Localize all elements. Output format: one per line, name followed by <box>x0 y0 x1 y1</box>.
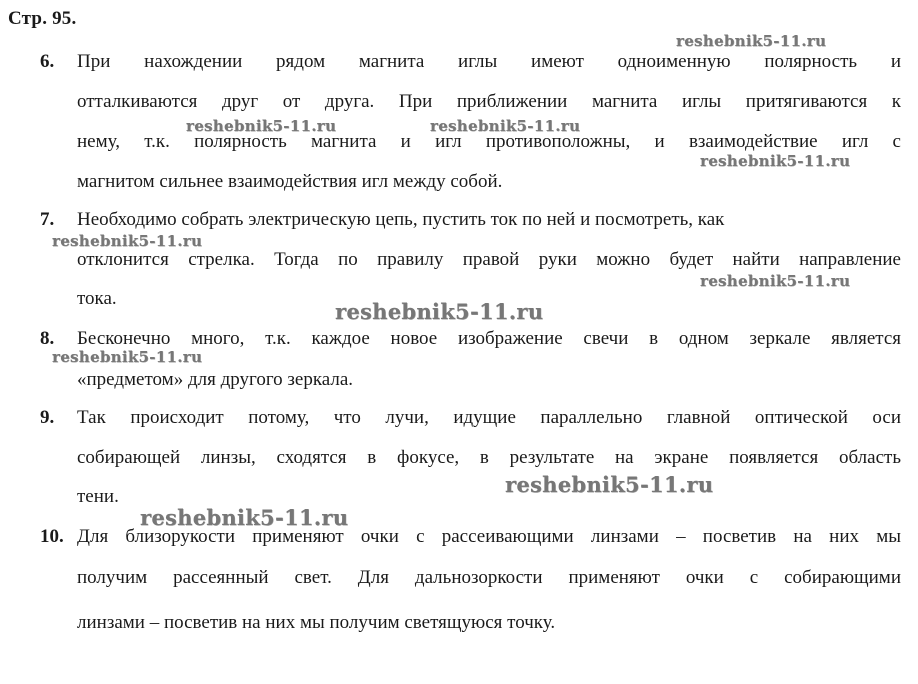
item-line: отталкиваются друг от друга. При приближении магнита иглы притягиваются к <box>77 91 901 112</box>
item-line: отклонится стрелка. Тогда по правилу правой руки можно будет найти направление <box>77 249 901 270</box>
watermark: reshebnik5-11.ru <box>186 117 337 135</box>
item-line: Необходимо собрать электрическую цепь, пустить ток по ней и посмотреть, как <box>77 209 725 230</box>
watermark: reshebnik5-11.ru <box>700 152 851 170</box>
item-line: При нахождении рядом магнита иглы имеют одноименную полярность и <box>77 51 901 72</box>
item-line: магнитом сильнее взаимодействия игл между собой. <box>77 171 503 192</box>
item-line: Так происходит потому, что лучи, идущие параллельно главной оптической оси <box>77 407 901 428</box>
watermark: reshebnik5-11.ru <box>700 272 851 290</box>
item-line: нему, т.к. полярность магнита и игл противоположны, и взаимодействие игл с <box>77 131 901 152</box>
watermark: reshebnik5-11.ru <box>52 348 203 366</box>
item-line: линзами – посветив на них мы получим светящуюся точку. <box>77 612 556 633</box>
watermark: reshebnik5-11.ru <box>52 232 203 250</box>
item-line: получим рассеянный свет. Для дальнозоркости применяют очки с собирающими <box>77 567 901 588</box>
item-line: тока. <box>77 288 117 309</box>
watermark: reshebnik5-11.ru <box>335 299 544 324</box>
answer-item-6 <box>40 42 901 202</box>
item-number: 6. <box>40 51 55 72</box>
item-number: 8. <box>40 328 55 349</box>
item-line: собирающей линзы, сходятся в фокусе, в результате на экране появляется область <box>77 447 901 468</box>
item-number: 9. <box>40 407 55 428</box>
item-line: тени. <box>77 486 119 507</box>
page-header <box>8 8 76 30</box>
watermark: reshebnik5-11.ru <box>140 505 349 530</box>
item-line: Бесконечно много, т.к. каждое новое изображение свечи в одном зеркале является <box>77 328 901 349</box>
page-number: Стр. 95. <box>8 8 77 29</box>
answer-item-9 <box>40 398 901 518</box>
item-number: 10. <box>40 526 64 547</box>
answer-item-8 <box>40 319 901 399</box>
watermark: reshebnik5-11.ru <box>676 32 827 50</box>
watermark: reshebnik5-11.ru <box>430 117 581 135</box>
item-number: 7. <box>40 209 55 230</box>
item-line: Для близорукости применяют очки с рассеивающими линзами – посветив на них мы <box>77 526 901 547</box>
item-line: «предметом» для другого зеркала. <box>77 369 354 390</box>
watermark: reshebnik5-11.ru <box>505 472 714 497</box>
answer-item-7 <box>40 200 901 320</box>
answer-item-10 <box>40 517 901 642</box>
